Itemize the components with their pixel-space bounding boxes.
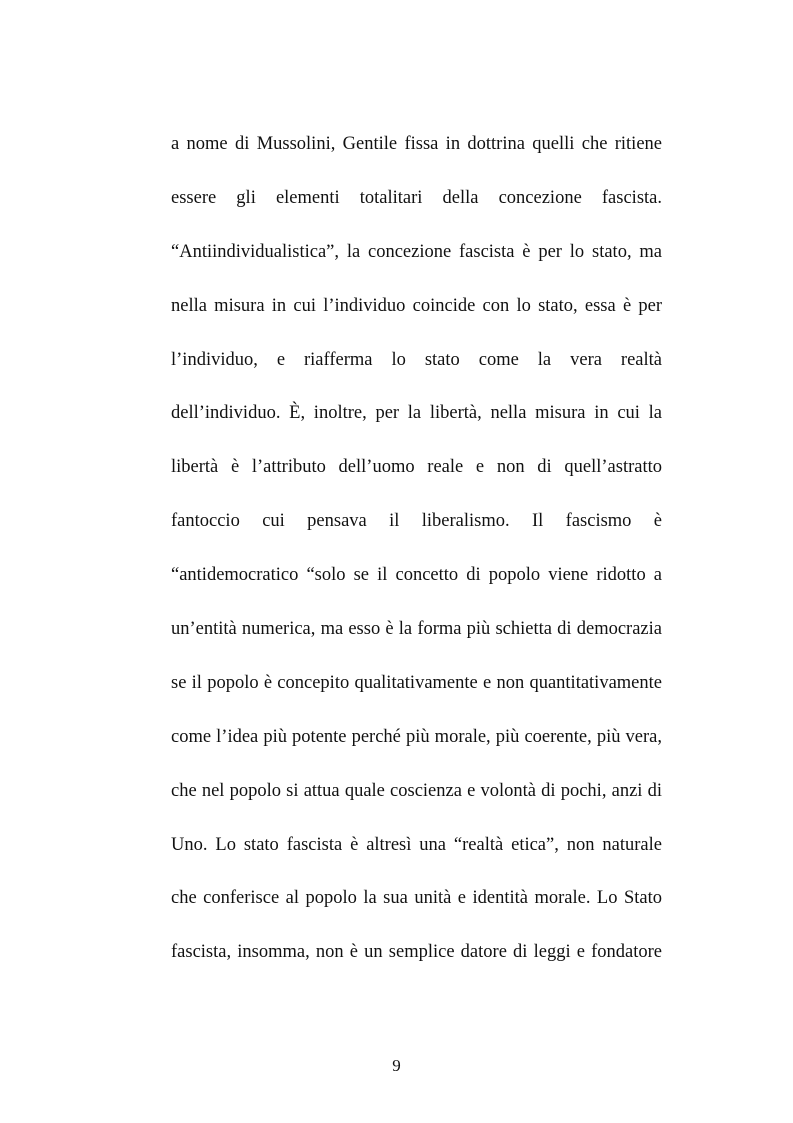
text-line: libertà è l’attributo dell’uomo reale e non di quell’astratto <box>171 457 662 478</box>
text-line: che nel popolo si attua quale coscienza e volontà di pochi, anzi di <box>171 780 662 801</box>
body-paragraph <box>171 127 662 989</box>
text-line: “Antiindividualistica”, la concezione fascista è per lo stato, ma <box>171 241 662 262</box>
text-line: Uno. Lo stato fascista è altresì una “realtà etica”, non naturale <box>171 834 662 855</box>
text-line: fascista, insomma, non è un semplice datore di leggi e fondatore <box>171 942 662 963</box>
text-line: l’individuo, e riafferma lo stato come la vera realtà <box>171 349 662 370</box>
text-line: dell’individuo. È, inoltre, per la libertà, nella misura in cui la <box>171 403 662 424</box>
text-line: se il popolo è concepito qualitativamente e non quantitativamente <box>171 672 662 693</box>
text-line: a nome di Mussolini, Gentile fissa in dottrina quelli che ritiene <box>171 134 662 154</box>
text-line: come l’idea più potente perché più morale, più coerente, più vera, <box>171 726 662 747</box>
text-line: “antidemocratico “solo se il concetto di popolo viene ridotto a <box>171 565 662 586</box>
text-line: che conferisce al popolo la sua unità e identità morale. Lo Stato <box>171 888 662 909</box>
text-line: fantoccio cui pensava il liberalismo. Il fascismo è <box>171 511 662 532</box>
text-line: nella misura in cui l’individuo coincide con lo stato, essa è per <box>171 295 662 316</box>
page-number: 9 <box>392 1056 401 1075</box>
text-line: essere gli elementi totalitari della concezione fascista. <box>171 187 662 208</box>
text-line: un’entità numerica, ma esso è la forma più schietta di democrazia <box>171 619 662 640</box>
